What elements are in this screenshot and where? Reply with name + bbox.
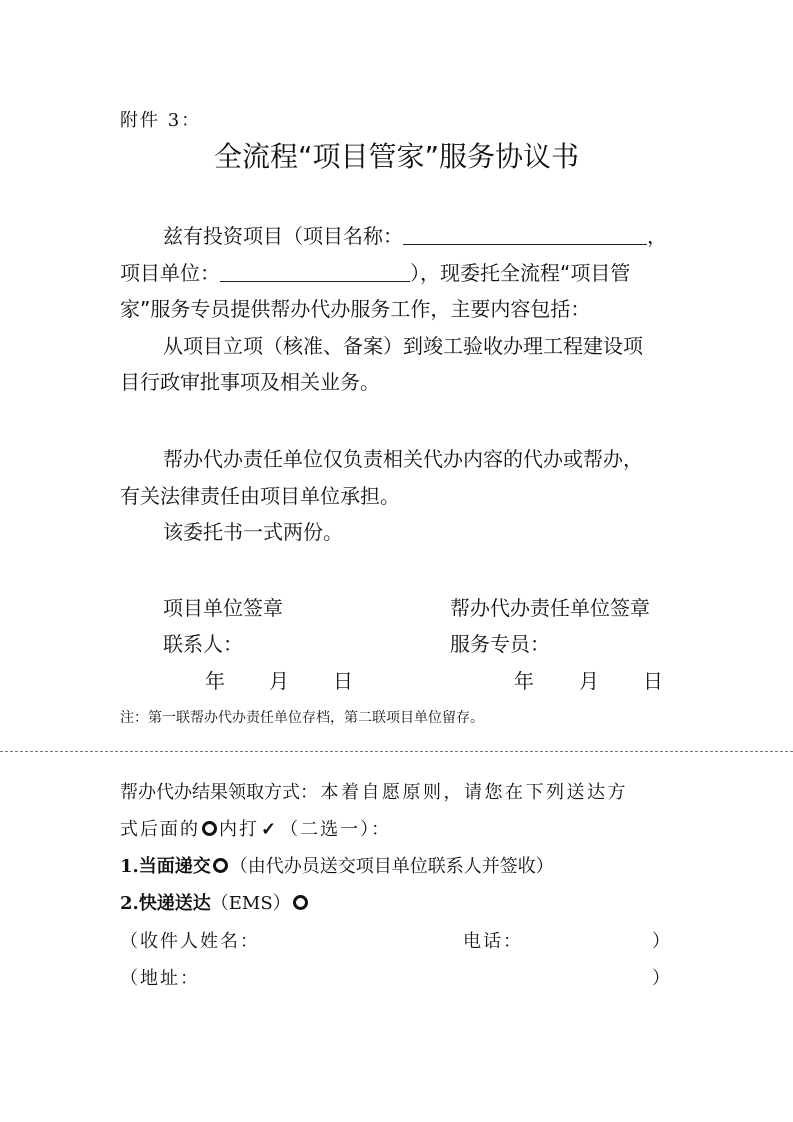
entrust-text: ），现委托全流程“项目管 <box>410 261 631 285</box>
delivery-intro-text: ：本着自愿原则，请您在下列送达方 <box>300 782 628 803</box>
right-date-day: 日 <box>643 669 663 693</box>
cut-line <box>0 751 793 752</box>
option-1-label: 1.当面递交 <box>120 856 211 877</box>
option-in-person <box>120 852 554 878</box>
left-contact-label: 联系人： <box>163 632 243 656</box>
project-unit-label: 项目单位： <box>120 261 220 285</box>
phone-label: 电话： <box>463 931 523 952</box>
project-unit-blank[interactable] <box>220 261 410 282</box>
option-2-checkbox[interactable] <box>293 895 308 910</box>
paragraph-1-line-1 <box>163 220 667 249</box>
address-close-paren: ） <box>652 968 670 989</box>
paragraph-2-line-2: 目行政审批事项及相关业务。 <box>120 370 380 394</box>
left-date-year: 年 <box>205 669 225 693</box>
right-date-year: 年 <box>514 669 534 693</box>
paragraph-1-line-2 <box>120 257 630 286</box>
instruction-text-c: （二选一）： <box>280 819 392 840</box>
instruction-text-b: 内打 <box>219 819 259 840</box>
checkmark-icon: ✓ <box>261 819 279 840</box>
instruction-text-a: 式后面的 <box>120 819 200 840</box>
paragraph-1-line-3: 家”服务专员提供帮办代办服务工作，主要内容包括： <box>120 297 591 321</box>
right-contact-label: 服务专员： <box>450 632 550 656</box>
left-date-month: 月 <box>269 669 289 693</box>
option-express <box>120 889 310 915</box>
paragraph-2-line-1: 从项目立项（核准、备案）到竣工验收办理工程建设项 <box>163 334 643 358</box>
recipient-name-label: （收件人姓名： <box>120 931 260 952</box>
address-label: （地址： <box>120 968 200 989</box>
paragraph-4: 该委托书一式两份。 <box>163 520 343 544</box>
circle-marker-icon <box>202 821 217 836</box>
delivery-intro <box>120 778 628 804</box>
left-seal-label: 项目单位签章 <box>163 596 283 620</box>
paragraph-3-line-2: 有关法律责任由项目单位承担。 <box>120 484 400 508</box>
delivery-heading: 帮办代办结果领取方式 <box>120 782 300 803</box>
attachment-label: 附件 3： <box>120 110 202 131</box>
right-date-month: 月 <box>579 669 599 693</box>
delivery-instruction <box>120 815 391 841</box>
comma: ， <box>647 224 667 248</box>
recipient-close-paren: ） <box>652 931 670 952</box>
option-2-ems: （EMS） <box>210 893 291 914</box>
left-date-day: 日 <box>333 669 353 693</box>
project-name-label: 兹有投资项目（项目名称： <box>163 224 403 248</box>
project-name-blank[interactable] <box>403 224 647 245</box>
footnote: 注：第一联帮办代办责任单位存档，第二联项目单位留存。 <box>120 710 484 726</box>
option-2-label: 2.快递送达 <box>120 893 211 914</box>
paragraph-3-line-1: 帮办代办责任单位仅负责相关代办内容的代办或帮办， <box>163 447 643 471</box>
option-1-checkbox[interactable] <box>213 858 228 873</box>
option-1-description: （由代办员送交项目单位联系人并签收） <box>229 856 554 877</box>
right-seal-label: 帮办代办责任单位签章 <box>450 596 650 620</box>
document-title: 全流程“项目管家”服务协议书 <box>213 140 579 173</box>
